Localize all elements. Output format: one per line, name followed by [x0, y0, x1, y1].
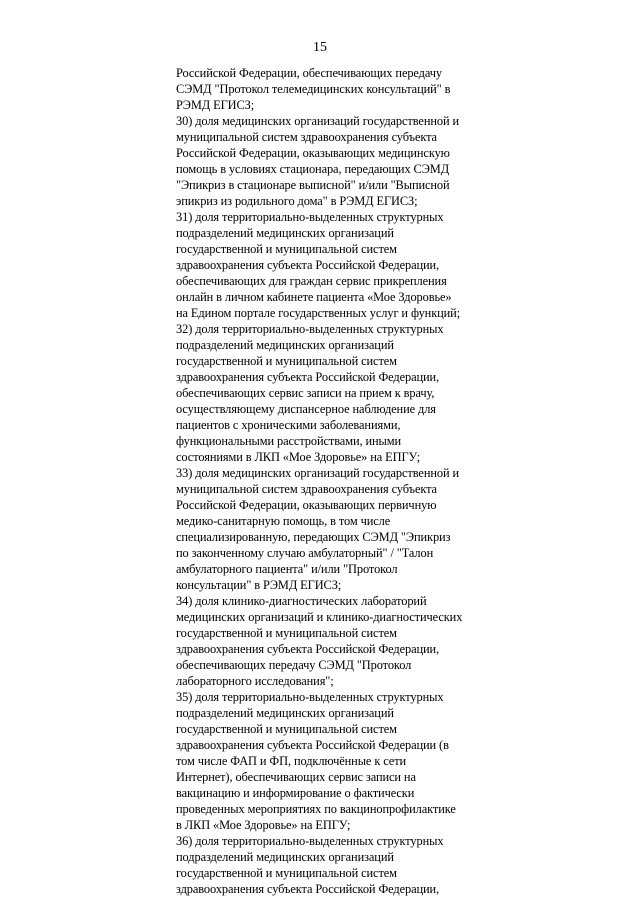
- text-line: амбулаторного пациента" и/или "Протокол: [176, 562, 398, 576]
- text-line: обеспечивающих передачу СЭМД "Протокол: [176, 658, 412, 672]
- text-line: функциональными расстройствами, иными: [176, 434, 402, 448]
- text-line: в ЛКП «Мое Здоровье» на ЕПГУ;: [176, 818, 351, 832]
- text-line: 33) доля медицинских организаций государственной и: [176, 466, 460, 480]
- text-line: 34) доля клинико-диагностических лабораторий: [176, 594, 427, 608]
- text-line: подразделений медицинских организаций: [176, 706, 394, 720]
- text-line: консультации" в РЭМД ЕГИСЗ;: [176, 578, 342, 592]
- text-line: муниципальной систем здравоохранения субъекта: [176, 482, 437, 496]
- text-line: проведенных мероприятиях по вакцинопрофилактике: [176, 802, 456, 816]
- text-line: 35) доля территориально-выделенных структурных: [176, 690, 444, 704]
- text-line: обеспечивающих сервис записи на прием к врачу,: [176, 386, 435, 400]
- text-line: состояниями в ЛКП «Мое Здоровье» на ЕПГУ;: [176, 450, 421, 464]
- text-line: по законченному случаю амбулаторный" / "Талон: [176, 546, 434, 560]
- text-line: здравоохранения субъекта Российской Федерации,: [176, 258, 440, 272]
- document-body: [176, 65, 496, 897]
- text-line: специализированную, передающих СЭМД "Эпикриз: [176, 530, 451, 544]
- text-line: здравоохранения субъекта Российской Федерации (в: [176, 738, 449, 752]
- text-line: 32) доля территориально-выделенных структурных: [176, 322, 444, 336]
- text-line: государственной и муниципальной систем: [176, 722, 397, 736]
- text-line: здравоохранения субъекта Российской Федерации,: [176, 882, 440, 896]
- text-line: том числе ФАП и ФП, подключённые к сети: [176, 754, 407, 768]
- text-line: вакцинацию и информирование о фактически: [176, 786, 415, 800]
- text-line: медико-санитарную помощь, в том числе: [176, 514, 391, 528]
- text-line: государственной и муниципальной систем: [176, 866, 397, 880]
- text-line: 31) доля территориально-выделенных структурных: [176, 210, 444, 224]
- page-number: 15: [313, 40, 327, 55]
- text-line: онлайн в личном кабинете пациента «Мое Здоровье»: [176, 290, 452, 304]
- text-line: на Едином портале государственных услуг и функций;: [176, 306, 461, 320]
- text-line: подразделений медицинских организаций: [176, 850, 394, 864]
- text-line: здравоохранения субъекта Российской Федерации,: [176, 642, 440, 656]
- text-line: Российской Федерации, оказывающих первичную: [176, 498, 437, 512]
- text-line: СЭМД "Протокол телемедицинских консультаций" в: [176, 82, 451, 96]
- text-line: медицинских организаций и клинико-диагностических: [176, 610, 463, 624]
- text-line: осуществляющему диспансерное наблюдение для: [176, 402, 436, 416]
- text-line: здравоохранения субъекта Российской Федерации,: [176, 370, 440, 384]
- text-line: лабораторного исследования";: [176, 674, 334, 688]
- text-line: обеспечивающих для граждан сервис прикрепления: [176, 274, 447, 288]
- text-line: эпикриз из родильного дома" в РЭМД ЕГИСЗ;: [176, 194, 418, 208]
- text-line: 36) доля территориально-выделенных структурных: [176, 834, 444, 848]
- text-line: Российской Федерации, оказывающих медицинскую: [176, 146, 450, 160]
- text-line: 30) доля медицинских организаций государственной и: [176, 114, 460, 128]
- text-line: государственной и муниципальной систем: [176, 354, 397, 368]
- text-line: пациентов с хроническими заболеваниями,: [176, 418, 401, 432]
- text-line: Российской Федерации, обеспечивающих передачу: [176, 66, 443, 80]
- text-line: муниципальной систем здравоохранения субъекта: [176, 130, 437, 144]
- text-line: "Эпикриз в стационаре выписной" и/или "Выписной: [176, 178, 450, 192]
- text-line: подразделений медицинских организаций: [176, 338, 394, 352]
- text-line: государственной и муниципальной систем: [176, 626, 397, 640]
- text-line: подразделений медицинских организаций: [176, 226, 394, 240]
- text-line: РЭМД ЕГИСЗ;: [176, 98, 255, 112]
- text-line: Интернет), обеспечивающих сервис записи на: [176, 770, 416, 784]
- text-line: помощь в условиях стационара, передающих СЭМД: [176, 162, 450, 176]
- text-line: государственной и муниципальной систем: [176, 242, 397, 256]
